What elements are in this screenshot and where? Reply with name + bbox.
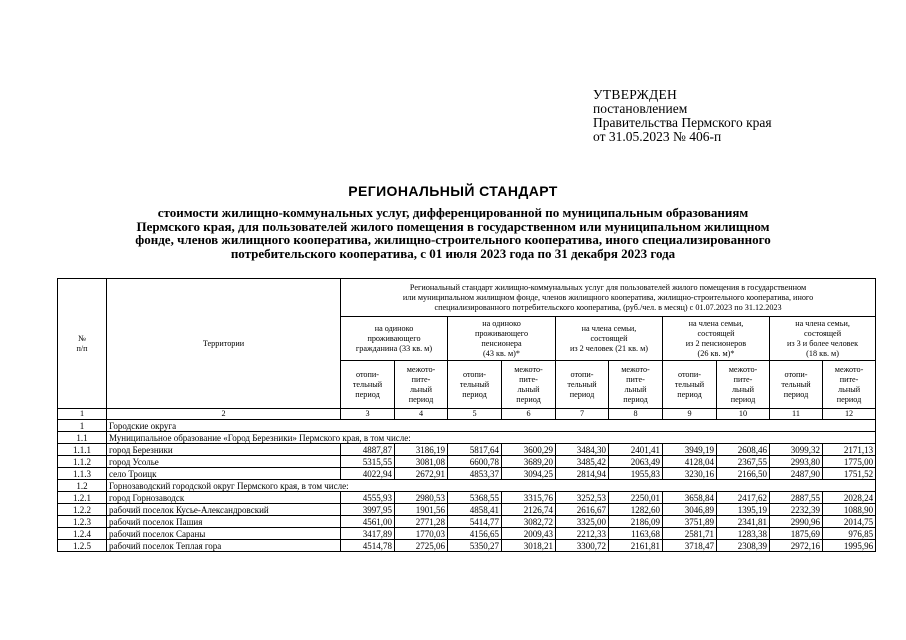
value-cell: 5350,27 [448,540,502,552]
value-cell: 3417,89 [341,528,395,540]
value-cell: 2401,41 [609,444,663,456]
value-cell: 2887,55 [770,492,823,504]
row-number-cell: 1.2.5 [58,540,107,552]
column-number-cell: 4 [395,409,448,420]
value-cell: 3485,42 [556,456,609,468]
value-cell: 4858,41 [448,504,502,516]
approval-line: постановлением [593,101,688,116]
value-cell: 3997,95 [341,504,395,516]
value-cell: 6600,78 [448,456,502,468]
row-number-cell: 1.1.1 [58,444,107,456]
value-cell: 4561,00 [341,516,395,528]
period-text: отопи- [784,369,808,379]
period-text: межото- [514,364,543,374]
value-cell: 2972,16 [770,540,823,552]
header-text: п/п [76,343,88,353]
period-text: пите- [839,374,859,384]
value-cell: 5368,55 [448,492,502,504]
value-cell: 1995,96 [823,540,876,552]
value-cell: 2341,81 [717,516,770,528]
table-row [58,468,876,480]
subtitle-line: потребительского кооператива, с 01 июля 2023 года по 31 декабря 2023 года [230,245,676,261]
group-text: состоящей [590,333,628,343]
column-number-cell: 5 [448,409,502,420]
value-cell: 2250,01 [609,492,663,504]
territory-name-cell: рабочий поселок Кусье-Александровский [107,504,341,516]
period-text: период [677,389,702,399]
group-text: состоящей [804,328,842,338]
heating-period-header [448,361,502,409]
value-cell: 3658,84 [663,492,717,504]
period-text: период [569,389,595,399]
heating-period-header [341,361,395,409]
period-text: отопи- [462,369,487,379]
value-cell: 2063,49 [609,456,663,468]
value-cell: 3082,72 [502,516,556,528]
territory-name-cell: город Усолье [107,456,341,468]
subtitle-line: Пермского края, для пользователей жилого помещения в государственном или муниципальном жилищном [136,218,770,234]
column-number-cell: 7 [556,409,609,420]
value-cell: 3718,47 [663,540,717,552]
period-text: тельный [567,379,597,389]
section-row [58,420,876,432]
period-text: льный [517,384,540,394]
value-cell: 2725,06 [395,540,448,552]
value-cell: 2028,24 [823,492,876,504]
value-cell: 2771,28 [395,516,448,528]
column-number-cell: 2 [107,409,341,420]
value-cell: 3484,30 [556,444,609,456]
standard-table [57,278,876,552]
column-number-cell: 3 [341,409,395,420]
value-cell: 4853,37 [448,468,502,480]
value-cell: 1901,56 [395,504,448,516]
value-cell: 2367,55 [717,456,770,468]
period-text: период [836,394,862,404]
table-row [58,540,876,552]
table-row [58,492,876,504]
document-title: РЕГИОНАЛЬНЫЙ СТАНДАРТ [348,183,558,199]
value-cell: 2232,39 [770,504,823,516]
value-cell: 1088,90 [823,504,876,516]
value-cell: 3046,89 [663,504,717,516]
column-number-cell: 8 [609,409,663,420]
territory-name-cell: село Троицк [107,468,341,480]
banner-line: Региональный стандарт жилищно-коммунальных услуг для пользователей жилого помещения в государственном [409,282,807,292]
territory-name-cell: рабочий поселок Теплая гора [107,540,341,552]
period-text: пите- [626,374,645,384]
value-cell: 4156,65 [448,528,502,540]
value-cell: 2993,80 [770,456,823,468]
period-text: пите- [411,374,431,384]
table-body [58,420,876,552]
value-cell: 4887,87 [341,444,395,456]
value-cell: 2014,75 [823,516,876,528]
period-text: межото- [728,364,758,374]
group-text: гражданина (33 кв. м) [355,343,433,353]
heating-period-header [556,361,609,409]
header-cell-number [58,279,107,409]
period-text: период [516,394,541,404]
period-text: пите- [733,374,753,384]
period-text: межото- [834,364,864,374]
table-row [58,456,876,468]
value-cell: 1395,19 [717,504,770,516]
period-text: период [355,389,380,399]
value-cell: 2166,50 [717,468,770,480]
value-cell: 3252,53 [556,492,609,504]
row-number-cell: 1.2.2 [58,504,107,516]
value-cell: 2990,96 [770,516,823,528]
row-number-cell: 1 [58,420,107,432]
value-cell: 2171,13 [823,444,876,456]
row-number-cell: 1.1.2 [58,456,107,468]
value-cell: 3315,76 [502,492,556,504]
value-cell: 2581,71 [663,528,717,540]
header-text: № [78,333,86,343]
value-cell: 2672,91 [395,468,448,480]
section-row [58,480,876,492]
group-header-single-citizen [341,317,448,361]
section-title-cell: Городские округа [107,420,876,432]
period-text: тельный [352,379,383,389]
column-number-cell: 9 [663,409,717,420]
column-number-cell: 6 [502,409,556,420]
group-text: состоящей [697,328,735,338]
row-number-cell: 1.2.1 [58,492,107,504]
column-number-cell: 1 [58,409,107,420]
banner-line: или муниципальном жилищном фонде, членов жилищного кооператива, жилищно-строительного кооператива, иного [402,292,814,302]
value-cell: 5414,77 [448,516,502,528]
value-cell: 4555,93 [341,492,395,504]
value-cell: 1163,68 [609,528,663,540]
period-text: период [783,389,809,399]
territory-name-cell: рабочий поселок Сараны [107,528,341,540]
value-cell: 2814,94 [556,468,609,480]
value-cell: 3099,32 [770,444,823,456]
value-cell: 4022,94 [341,468,395,480]
value-cell: 2608,46 [717,444,770,456]
interheating-period-header [609,361,663,409]
period-text: тельный [781,379,811,389]
group-text: на одиноко [374,323,414,333]
period-text: пите- [519,374,538,384]
group-header-two-pensioners [663,317,770,361]
group-text: из 2 пенсионеров [685,338,747,348]
row-number-cell: 1.1 [58,432,107,444]
group-text: пенсионера [481,338,522,348]
approval-heading: УТВЕРЖДЕН [593,87,678,102]
header-banner [341,279,876,317]
value-cell: 3949,19 [663,444,717,456]
period-text: период [462,389,487,399]
table-row [58,516,876,528]
value-cell: 1751,52 [823,468,876,480]
value-cell: 3018,21 [502,540,556,552]
value-cell: 3300,72 [556,540,609,552]
period-text: льный [731,384,755,394]
territory-name-cell: город Березники [107,444,341,456]
group-text: (43 кв. м)* [483,348,520,358]
territory-name-cell: город Горнозаводск [107,492,341,504]
interheating-period-header [395,361,448,409]
value-cell: 2186,09 [609,516,663,528]
table-header [58,279,876,420]
value-cell: 1775,00 [823,456,876,468]
group-text: (18 кв. м) [806,348,839,358]
group-text: на члена семьи, [795,318,850,328]
period-text: межото- [406,364,436,374]
group-text: (26 кв. м)* [697,348,735,358]
approval-line: Правительства Пермского края [593,115,772,130]
value-cell: 3325,00 [556,516,609,528]
period-text: отопи- [355,369,380,379]
period-text: тельный [459,379,490,389]
group-text: проживающего [474,328,529,338]
heating-period-header [663,361,717,409]
period-text: отопи- [570,369,594,379]
territory-name-cell: рабочий поселок Пашия [107,516,341,528]
value-cell: 3689,20 [502,456,556,468]
value-cell: 976,85 [823,528,876,540]
period-text: льный [409,384,433,394]
value-cell: 1955,83 [609,468,663,480]
value-cell: 2487,90 [770,468,823,480]
document-subtitle [40,206,866,260]
row-number-cell: 1.2.3 [58,516,107,528]
group-text: из 2 человек (21 кв. м) [569,343,649,353]
row-number-cell: 1.2.4 [58,528,107,540]
value-cell: 4514,78 [341,540,395,552]
value-cell: 2009,43 [502,528,556,540]
value-cell: 3186,19 [395,444,448,456]
heating-period-header [770,361,823,409]
group-header-family-of-two [556,317,663,361]
subtitle-line: фонде, членов жилищного кооператива, жилищно-строительного кооператива, иного специализированного [135,232,771,247]
table-row [58,528,876,540]
column-number-cell: 12 [823,409,876,420]
interheating-period-header [823,361,876,409]
column-number-cell: 10 [717,409,770,420]
column-number-cell: 11 [770,409,823,420]
interheating-period-header [502,361,556,409]
period-text: период [623,394,648,404]
value-cell: 2212,33 [556,528,609,540]
approval-line: от 31.05.2023 № 406-п [593,129,722,144]
header-cell-territory: Территории [107,279,341,409]
value-cell: 3094,25 [502,468,556,480]
group-header-family-of-three [770,317,876,361]
group-text: на члена семьи, [688,318,744,328]
period-text: период [730,394,756,404]
period-text: тельный [674,379,705,389]
group-text: из 3 и более человек [786,338,859,348]
period-text: межото- [621,364,650,374]
table-row [58,504,876,516]
group-text: на одиноко [482,318,521,328]
value-cell: 3600,29 [502,444,556,456]
value-cell: 2161,81 [609,540,663,552]
period-text: период [408,394,434,404]
period-text: льный [624,384,647,394]
value-cell: 2417,62 [717,492,770,504]
value-cell: 1282,60 [609,504,663,516]
approval-stamp [593,88,772,144]
section-row [58,432,876,444]
value-cell: 1770,03 [395,528,448,540]
value-cell: 1875,69 [770,528,823,540]
value-cell: 4128,04 [663,456,717,468]
section-title-cell: Муниципальное образование «Город Березники» Пермского края, в том числе: [107,432,876,444]
row-number-cell: 1.2 [58,480,107,492]
value-cell: 3230,16 [663,468,717,480]
interheating-period-header [717,361,770,409]
row-number-cell: 1.1.3 [58,468,107,480]
value-cell: 2308,39 [717,540,770,552]
value-cell: 2616,67 [556,504,609,516]
section-title-cell: Горнозаводский городской округ Пермского края, в том числе: [107,480,876,492]
subtitle-line: стоимости жилищно-коммунальных услуг, дифференцированной по муниципальным образованиям [157,205,749,220]
table-row [58,444,876,456]
value-cell: 2126,74 [502,504,556,516]
value-cell: 2980,53 [395,492,448,504]
value-cell: 1283,38 [717,528,770,540]
value-cell: 5315,55 [341,456,395,468]
banner-line: специализированного потребительского кооператива, (руб./чел. в месяц) с 01.07.2023 по 31.12.2023 [434,302,782,312]
period-text: отопи- [677,369,702,379]
group-text: проживающего [367,333,421,343]
value-cell: 5817,64 [448,444,502,456]
value-cell: 3751,89 [663,516,717,528]
group-text: на члена семьи, [581,323,637,333]
period-text: льный [838,384,861,394]
value-cell: 3081,08 [395,456,448,468]
column-number-row [58,409,876,420]
group-header-single-pensioner [448,317,556,361]
